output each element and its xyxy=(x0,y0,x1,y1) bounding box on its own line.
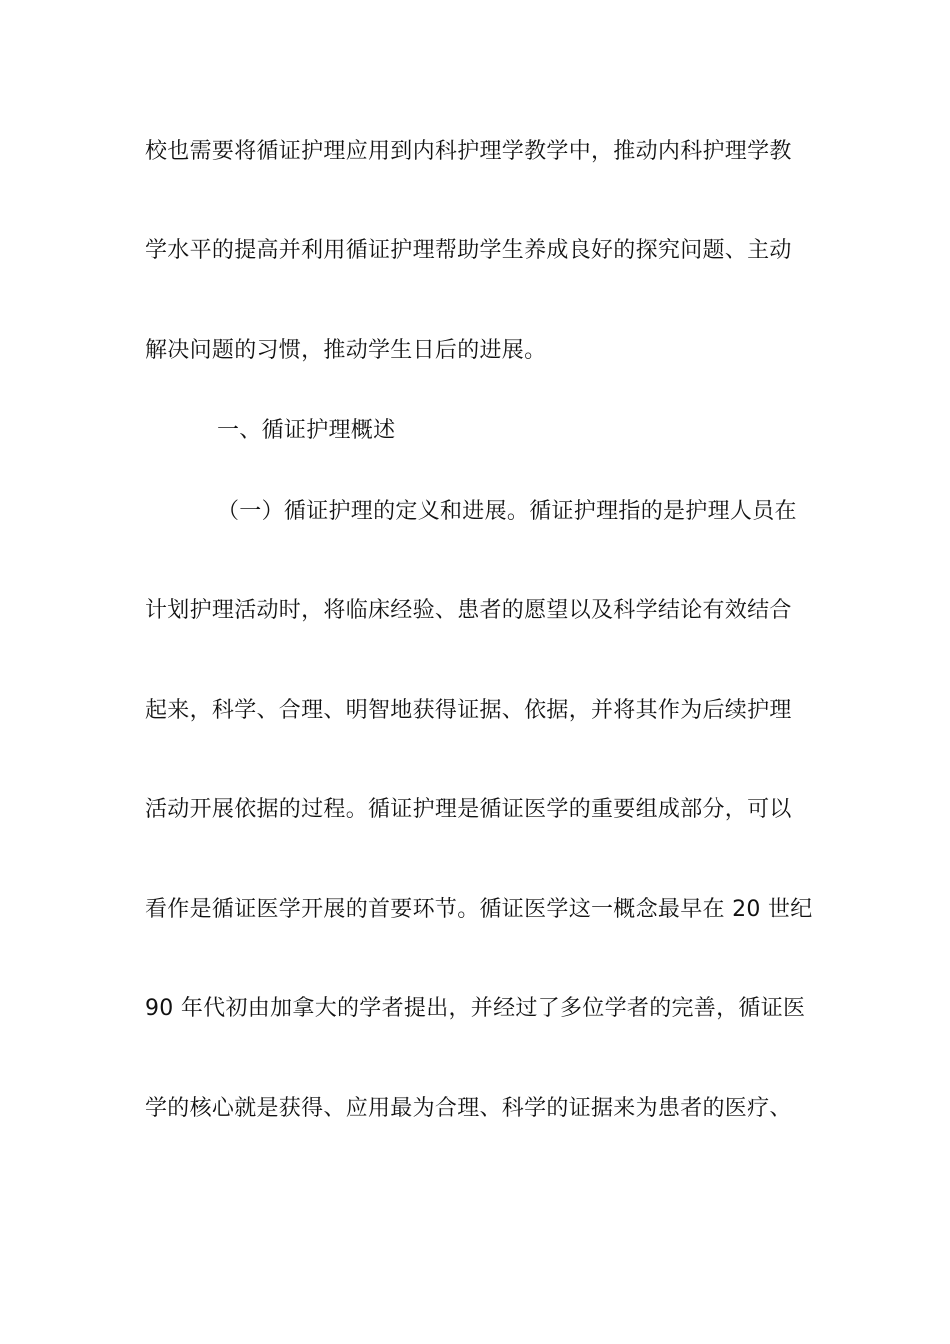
subsection-first-line: （一）循证护理的定义和进展。循证护理指的是护理人员在 xyxy=(217,499,797,524)
paragraph-line-1: 校也需要将循证护理应用到内科护理学教学中，推动内科护理学教 xyxy=(145,139,792,164)
paragraph-line-9: 看作是循证医学开展的首要环节。循证医学这一概念最早在 20 世纪 xyxy=(145,897,813,922)
paragraph-line-3: 解决问题的习惯，推动学生日后的进展。 xyxy=(145,338,547,363)
paragraph-line-7: 起来，科学、合理、明智地获得证据、依据，并将其作为后续护理 xyxy=(145,698,792,723)
section-heading: 一、循证护理概述 xyxy=(217,418,396,443)
paragraph-line-8: 活动开展依据的过程。循证护理是循证医学的重要组成部分，可以 xyxy=(145,797,792,822)
paragraph-line-10: 90 年代初由加拿大的学者提出，并经过了多位学者的完善，循证医 xyxy=(145,996,806,1021)
paragraph-line-2: 学水平的提高并利用循证护理帮助学生养成良好的探究问题、主动 xyxy=(145,238,792,263)
paragraph-line-11: 学的核心就是获得、应用最为合理、科学的证据来为患者的医疗、 xyxy=(145,1096,792,1121)
paragraph-line-6: 计划护理活动时，将临床经验、患者的愿望以及科学结论有效结合 xyxy=(145,598,792,623)
